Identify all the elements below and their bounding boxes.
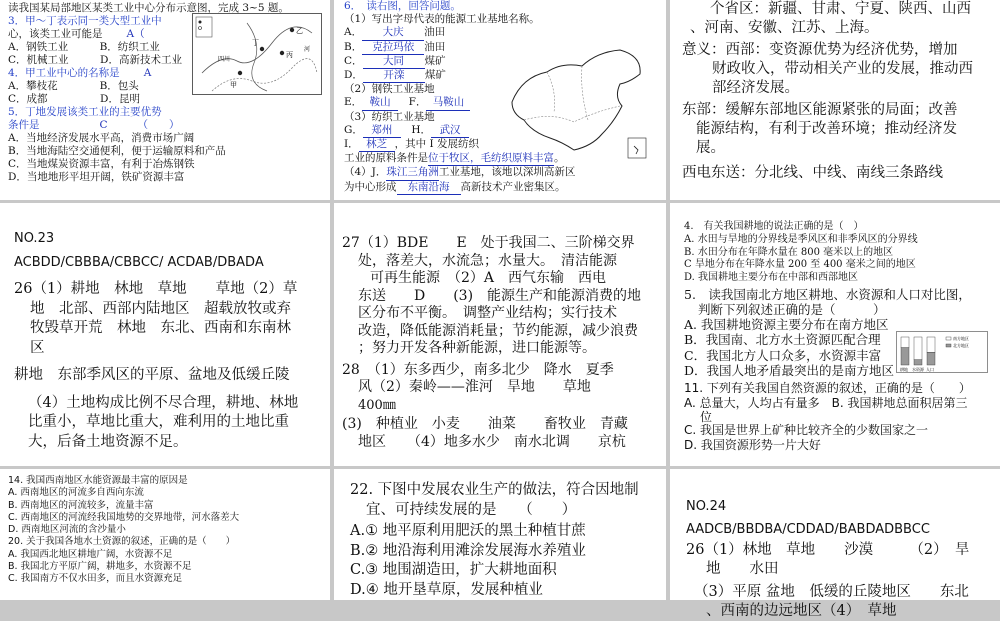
city-dot-jia [238, 71, 242, 75]
bar-south-2 [927, 337, 935, 352]
slide-q22-agriculture [334, 469, 666, 600]
map-label-ding: 丁 [252, 39, 259, 47]
q20-option-c: C. 我国南方不仅水田多，而且水资源充足 [8, 573, 183, 585]
significance-east: 东部：缓解东部地区能源紧张的局面；改善 [682, 102, 958, 118]
q6-title: 6． 读右图，回答问题。 [344, 0, 461, 12]
q27-line2: 处，落差大，水流急；水量大。 清洁能源 [358, 252, 617, 269]
slide-water-resources [0, 469, 330, 600]
q4-option-a: A. 水田与旱地的分界线是季风区和非季风区的分界线 [684, 233, 918, 245]
q14-option-d: D. 西南地区河流的含沙量小 [8, 524, 126, 536]
map-label-bing: 丙 [286, 51, 293, 59]
significance-east-3: 展。 [696, 140, 725, 156]
legend-north: 北方地区 [953, 343, 969, 348]
q5-stem-cont: 判断下列叙述正确的是（ ） [698, 301, 886, 317]
q27-line3: 可再生能源 （2）A 西气东输 西电 [370, 270, 607, 286]
q27-line1: 27（1）BDE E 处于我国二、三阶梯交界 [342, 235, 635, 251]
legend-south: 南方地区 [953, 336, 969, 341]
no24-heading: NO.24 [686, 499, 727, 514]
answer-e: 鞍山 [362, 96, 398, 110]
intro-text: 读我国某局部地区某类工业中心分布示意图，完成 3~5 题。 [8, 2, 289, 14]
q11-option-c: C. 我国是世界上矿种比较齐全的少数国家之一 [684, 422, 929, 437]
q5-stem: 5．丁地发展该类工业的主要优势 [8, 106, 162, 118]
q5-answer: C [99, 119, 108, 131]
bar-south-1 [914, 337, 922, 360]
no23-q26-line8: 大，后备土地资源不足。 [28, 433, 188, 450]
bar-north-0 [901, 348, 909, 365]
q22-option-c: C.③ 地围湖造田，扩大耕地面积 [350, 562, 557, 579]
bar-south-0 [901, 337, 909, 348]
city-dot-yi [290, 28, 294, 32]
significance-west-2: 财政收入，带动相关产业的发展，推动西 [712, 61, 973, 77]
slide-q27-q28-answers [334, 203, 666, 466]
provinces-line-cont: 、河南、安徽、江苏、上海。 [690, 20, 879, 36]
q5-option-c: C．当地煤炭资源丰富，有利于冶炼钢铁 [8, 158, 195, 170]
slide-no23-answers [0, 203, 330, 466]
no23-heading: NO.23 [14, 231, 55, 246]
q5-option-b: B．我国南、北方水土资源匹配合理 [684, 332, 881, 348]
q27-line4: 东送 D (3) 能源生产和能源消费的地 [358, 287, 642, 304]
answer-f: 马鞍山 [426, 96, 470, 110]
answer-b: 克拉玛依 [362, 41, 424, 55]
q5-stem-cont: 条件是 C （ ） [8, 119, 180, 131]
q22-stem: 22. 下图中发展农业生产的做法，符合因地制 [350, 482, 639, 498]
no24-q26-line4: 、西南的边远地区（4） 草地 [706, 603, 897, 619]
china-outline [512, 50, 640, 150]
q3-answer: A（ [126, 28, 145, 40]
q11-stem: 11. 下列有关我国自然资源的叙述，正确的是（ ） [684, 380, 971, 395]
q28-line4: (3) 种植业 小麦 油菜 畜牧业 青藏 [342, 416, 628, 432]
legend-dot [199, 21, 202, 24]
q28-line3: 400㎜ [358, 397, 396, 413]
no24-q26-line1: 26（1）林地 草地 沙漠 （2） 旱 [686, 542, 970, 558]
q4-option-d: D. 我国耕地主要分布在中部和西部地区 [684, 272, 859, 284]
answer-g: 郑州 [363, 124, 401, 138]
q6-part1: （1）写出字母代表的能源工业基地名称。 [344, 13, 540, 26]
answer-region: 东南沿海 [397, 181, 461, 195]
city-dot-ding [260, 47, 264, 51]
q20-option-a: A. 我国西北地区耕地广阔，水资源不足 [8, 548, 173, 560]
q20-option-b: B. 我国北方平原广阔，耕地多，水资源不足 [8, 561, 192, 573]
legend-south-swatch [946, 337, 951, 340]
q4-option-ab: A．攀枝花 B．包头 [8, 80, 139, 92]
q14-option-a: A. 西南地区的河流多自西向东流 [8, 487, 144, 499]
q3-option-cd: C．机械工业 D．高新技术工业 [8, 54, 182, 66]
legend-north-swatch [946, 344, 951, 347]
q22-stem-cont: 宜、可持续发展的是 （ ） [366, 501, 577, 518]
q5-option-a: A. 我国耕地资源主要分布在南方地区 [684, 316, 889, 332]
q4-stem: 4．甲工业中心的名称是 A [8, 67, 152, 79]
map-label-yi: 乙 [296, 27, 303, 35]
q28-line1: 28 （1）东多西少，南多北少 降水 夏季 [342, 361, 614, 378]
map-label-jia: 甲 [230, 81, 237, 89]
slide-industry-center [0, 0, 330, 200]
south-sea-islands [634, 146, 638, 154]
q5-option-b: B．当地海陆空交通便利，便于运输原料和产品 [8, 145, 226, 157]
no23-q26-line5: 耕地 东部季风区的平原、盆地及低缓丘陵 [14, 367, 290, 383]
q5-option-c: C．我国北方人口众多，水资源丰富 [684, 347, 882, 363]
no23-q26-line6: （4）土地构成比例不尽合理，耕地、林地 [28, 394, 299, 411]
map-label-sichuan: 四川 [218, 56, 231, 63]
region-map [192, 13, 322, 95]
provinces-line: 个省区：新疆、甘肃、宁夏、陕西、山西 [710, 1, 971, 17]
china-outline-map [502, 42, 652, 162]
map-label-he: 河 [304, 46, 311, 53]
slide-west-east-projects [670, 0, 1000, 200]
textile-condition: 工业的原料条件是位于牧区，毛纺织原料丰富。 [344, 152, 656, 166]
q4-answer: A [143, 67, 152, 79]
q20-stem: 20. 关于我国各地水土资源的叙述，正确的是（ ） [8, 536, 236, 548]
q4-option-cd: C．成都 D．昆明 [8, 93, 140, 105]
bar-group [901, 337, 935, 365]
answer-i: 林芝 [359, 138, 395, 152]
q14-option-c: C. 西南地区的河流经我国地势的交界地带，河水落差大 [8, 511, 240, 523]
no23-q26-line2: 地 北部、西部内陆地区 超载放牧或弃 [30, 300, 291, 317]
no24-answer-key: AADCB/BBDBA/CDDAD/BABDADBBCC [686, 522, 930, 537]
slide-energy-bases [334, 0, 666, 200]
no23-q26-line7: 比重小，草地比重大，难利用的土地比重 [28, 414, 289, 430]
steel-row: E． 鞍山 F． 马鞍山 [344, 96, 656, 110]
q27-line5: 区分布不平衡。 调整产业结构；实行技术 [358, 305, 617, 321]
q6-part3: （3）纺织工业基地 [344, 110, 435, 123]
q22-option-b: B.② 地沿海利用滩涂发展海水养殖业 [350, 542, 586, 559]
q27-line7: ；努力开发各种新能源，进口能源等。 [358, 340, 596, 356]
q6-part2: （2）钢铁工业基地 [344, 83, 435, 96]
q6-part4: （4）J．珠江三角洲工业基地，该地以深圳高新区 [344, 166, 656, 180]
no23-q26-line1: 26（1）耕地 林地 草地 草地（2）草 [14, 281, 298, 297]
q3-option-ab: A．钢铁工业 B．纺织工业 [8, 41, 160, 53]
north-south-comparison-chart [896, 331, 988, 373]
q11-option-b-cont: 位 [700, 409, 713, 424]
chart-frame [897, 332, 988, 373]
q11-option-d: D. 我国资源形势一片大好 [684, 437, 821, 452]
q28-line2: 风（2）秦岭——淮河 旱地 草地 [358, 379, 591, 395]
map-legend-box [196, 17, 212, 37]
answer-j: 珠江三角洲 [386, 166, 439, 180]
no24-q26-line3: （3）平原 盆地 低缓的丘陵地区 东北 [694, 584, 969, 600]
q14-stem: 14. 我国西南地区水能资源最丰富的原因是 [8, 475, 188, 486]
city-dot-bing [280, 51, 284, 55]
q5-stem: 5. 读我国南北方地区耕地、水资源和人口对比图， [684, 286, 971, 302]
bar-label-water: 水资源 [912, 367, 924, 372]
textile-row: G． 郑州 H． 武汉 [344, 124, 656, 138]
q4-stem: 4. 有关我国耕地的说法正确的是（ ） [684, 221, 864, 232]
q3-stem: 3．甲～丁表示同一类大型工业中 [8, 15, 162, 27]
q4-option-c: C 旱地分布在年降水量 200 至 400 毫米之间的地区 [684, 259, 916, 271]
bar-north-2 [927, 352, 935, 365]
base-row-a: A． 大庆 油田 [344, 26, 656, 40]
q28-line5: 地区 （4）地多水少 南水北调 京杭 [358, 433, 626, 450]
q22-option-a: A.① 地平原利用肥沃的黑土种植甘蔗 [350, 523, 586, 540]
bar-north-1 [914, 360, 922, 365]
q4-option-b: B. 水田分布在年降水量在 800 毫米以上的地区 [684, 246, 894, 258]
no23-answer-key: ACBDD/CBBBA/CBBCC/ ACDAB/DBADA [14, 254, 264, 270]
base-row-d: D． 开滦 煤矿 [344, 69, 656, 83]
power-transmission: 西电东送：分北线、中线、南线三条路线 [682, 165, 943, 181]
q22-option-d: D.④ 地开垦草原，发展种植业 [350, 581, 543, 598]
no23-q26-line4: 区 [30, 339, 45, 356]
q11-option-ab: A. 总量大，人均占有量多 B. 我国耕地总面积居第三 [684, 395, 968, 410]
q27-line6: 改造，降低能源消耗量；节约能源，减少浪费 [358, 322, 638, 339]
answer-c: 大同 [363, 55, 425, 69]
q5-option-a: A．当地经济发展水平高，消费市场广阔 [8, 132, 195, 144]
q6-part4-cont: 为中心形成 东南沿海 高新技术产业密集区。 [344, 181, 656, 195]
no24-q26-line2: 地 水田 [706, 561, 779, 577]
q14-option-b: B. 西南地区的河流较多，流量丰富 [8, 499, 154, 511]
answer-condition: 位于牧区，毛纺织原料丰富 [428, 152, 554, 166]
answer-h: 武汉 [431, 124, 469, 138]
south-sea-inset [628, 138, 646, 158]
q3-stem-cont: 心，该类工业可能是 A（ [8, 28, 145, 40]
bar-label-farmland: 耕地 [900, 367, 908, 372]
no23-q26-line3: 牧毁草开荒 林地 东北、西南和东南林 [30, 320, 291, 336]
slide-land-resources [670, 203, 1000, 466]
base-row-b: B． 克拉玛依 油田 [344, 41, 656, 55]
significance-west: 意义：西部：变资源优势为经济优势，增加 [682, 42, 958, 58]
textile-row-i: I． 林芝 ，其中 I 发展纺织 [344, 138, 656, 152]
answer-d: 开滦 [363, 69, 425, 83]
q5-paren: （ ） [137, 119, 180, 131]
answer-a: 大庆 [362, 26, 424, 40]
significance-west-3: 部经济发展。 [712, 80, 799, 96]
q5-option-d: D．当地地形平坦开阔，铁矿资源丰富 [8, 171, 185, 183]
significance-east-2: 能源结构，有利于改善环境；推动经济发 [696, 121, 957, 137]
base-row-c: C． 大同 煤矿 [344, 55, 656, 69]
bar-label-population: 人口 [926, 367, 934, 372]
slide-no24-answers [670, 469, 1000, 619]
q5-option-d: D．我国人地矛盾最突出的是南方地区 [684, 363, 895, 379]
